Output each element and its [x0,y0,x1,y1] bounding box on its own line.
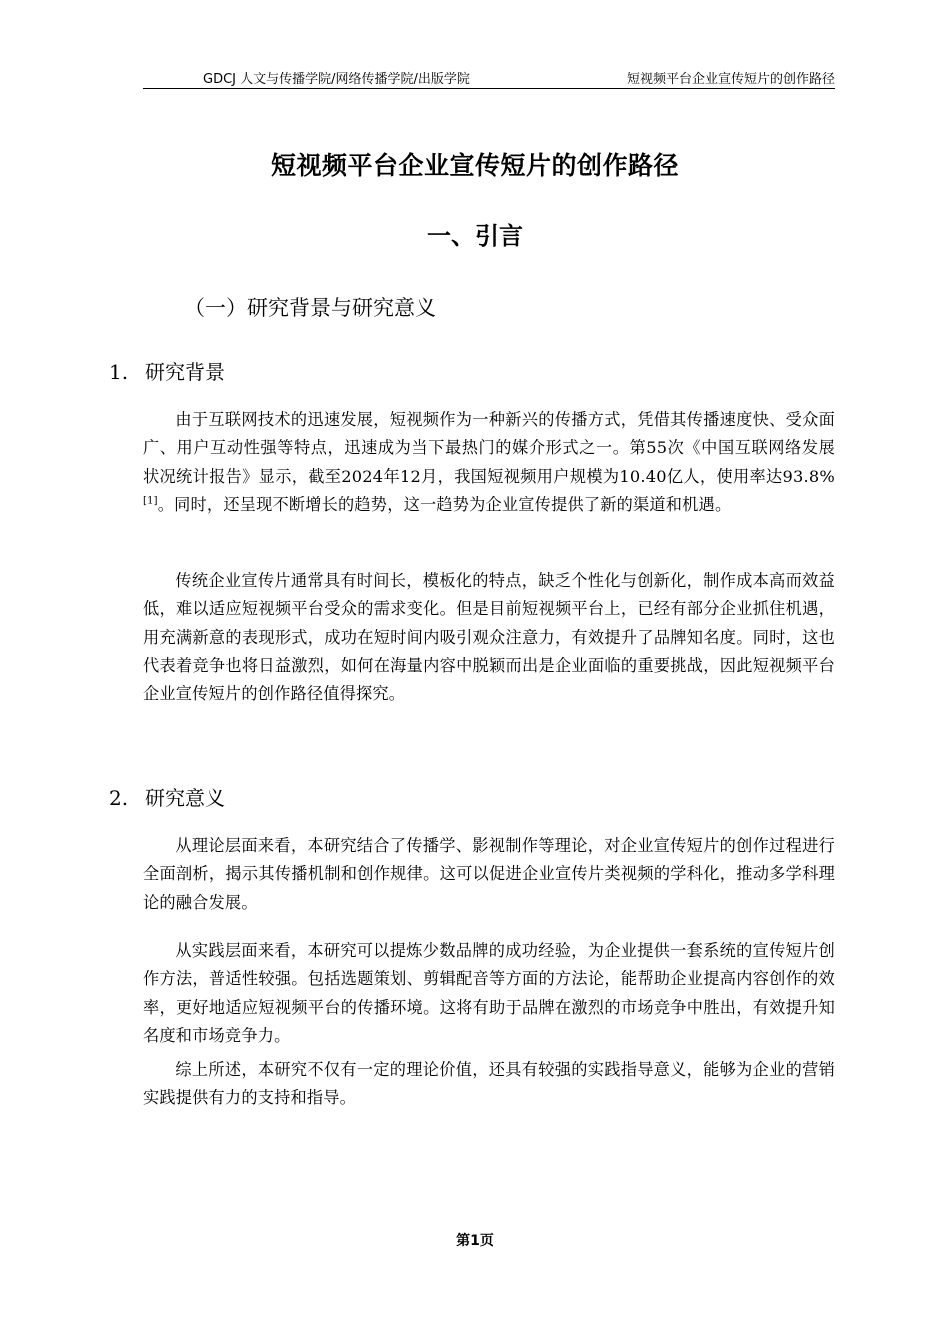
header-paper-title: 短视频平台企业宣传短片的创作路径 [626,72,835,87]
paragraph-summary: 综上所述，本研究不仅有一定的理论价值，还具有较强的实践指导意义，能够为企业的营销实践提供有力的支持和指导。 [143,1060,835,1108]
subsection-heading-significance [109,782,225,811]
subsection-heading-background [109,356,225,385]
subsection-number: 2. [109,786,129,810]
header-institution: GDCJ 人文与传播学院/网络传播学院/出版学院 [203,72,470,87]
paragraph-significance-1: 从理论层面来看，本研究结合了传播学、影视制作等理论，对企业宣传短片的创作过程进行全面剖析，揭示其传播机制和创作规律。这可以促进企业宣传片类视频的学科化，推动多学科理论的融合发展。 [143,836,835,912]
paper-title: 短视频平台企业宣传短片的创作路径 [270,151,679,180]
page-number: 第1页 [456,1233,494,1249]
running-header [143,66,835,89]
citation-marker[interactable]: [1] [143,495,158,507]
subsection-label: 研究背景 [145,360,225,384]
paragraph-background-1 [143,406,835,519]
paragraph-text: 由于互联网技术的迅速发展，短视频作为一种新兴的传播方式，凭借其传播速度快、受众面广、用户互动性强等特点，迅速成为当下最热门的媒介形式之一。第55次《中国互联网络发展状况统计报告》显示，截至2024年12月，我国短视频用户规模为10.40亿人，使用率达93.8% [143,410,835,486]
section-heading: （一）研究背景与研究意义 [184,296,436,320]
subsection-number: 1. [109,360,129,384]
paragraph-significance-2: 从实践层面来看，本研究可以提炼少数品牌的成功经验，为企业提供一套系统的宣传短片创作方法，普适性较强。包括选题策划、剪辑配音等方面的方法论，能帮助企业提高内容创作的效率，更好地适应短视频平台的传播环境。这将有助于品牌在激烈的市场竞争中胜出，有效提升知名度和市场竞争力。 [143,941,835,1045]
paragraph-background-2: 传统企业宣传片通常具有时间长，模板化的特点，缺乏个性化与创新化，制作成本高而效益低，难以适应短视频平台受众的需求变化。但是目前短视频平台上，已经有部分企业抓住机遇，用充满新意的表现形式，成功在短时间内吸引观众注意力，有效提升了品牌知名度。同时，这也代表着竞争也将日益激烈，如何在海量内容中脱颖而出是企业面临的重要挑战，因此短视频平台企业宣传短片的创作路径值得探究。 [143,571,835,704]
chapter-heading: 一、引言 [427,222,523,250]
paragraph-text: 。同时，还呈现不断增长的趋势，这一趋势为企业宣传提供了新的渠道和机遇。 [157,494,732,514]
subsection-label: 研究意义 [145,786,225,810]
